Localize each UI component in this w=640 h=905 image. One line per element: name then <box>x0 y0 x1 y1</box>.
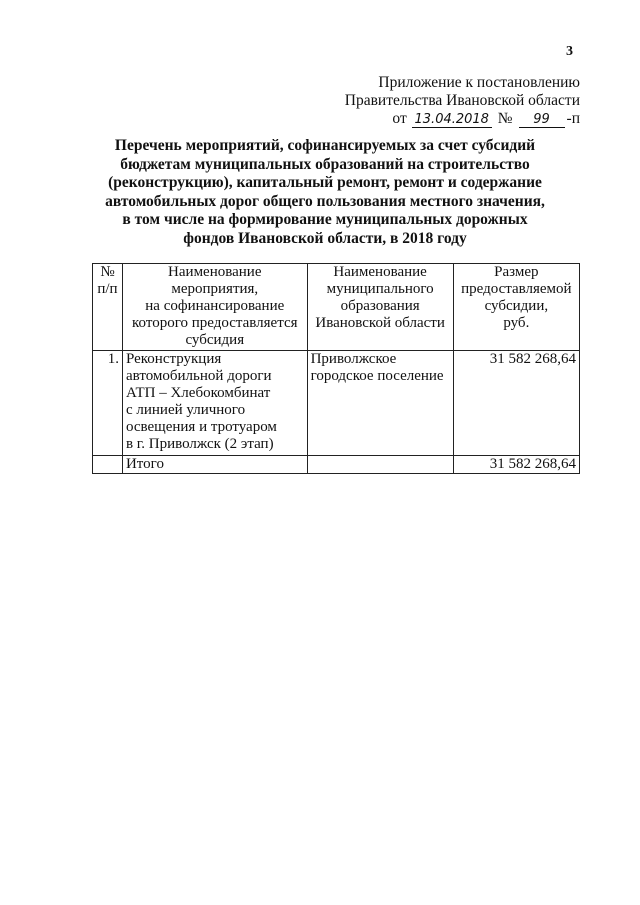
table-total-row <box>93 456 580 474</box>
title-line: бюджетам муниципальных образований на строительство <box>120 155 530 173</box>
cell-total-label: Итого <box>122 456 307 474</box>
subsidy-table <box>92 263 580 474</box>
appendix-reference <box>260 110 580 128</box>
page-number: 3 <box>566 44 573 59</box>
header-text: на софинансирование <box>145 298 285 314</box>
handwritten-date: 13.04.2018 <box>412 113 492 128</box>
table-header-row <box>93 264 580 351</box>
header-text: № <box>100 264 115 280</box>
title-line: Перечень мероприятий, софинансируемых за счет субсидий <box>114 137 536 154</box>
table-row <box>93 351 580 456</box>
appendix-block <box>260 74 580 128</box>
header-text: Размер <box>494 264 539 280</box>
header-text: субсидии, <box>484 298 549 314</box>
cell-num: 1. <box>93 351 123 456</box>
title-line: (реконструкцию), капитальный ремонт, ремонт и содержание <box>108 174 542 191</box>
document-title <box>100 137 550 248</box>
title-line: автомобильных дорог общего пользования местного значения, <box>105 192 545 210</box>
appendix-line-2: Правительства Ивановской области <box>344 92 580 109</box>
header-text: мероприятия, <box>171 281 259 297</box>
cell-total-empty <box>307 456 453 474</box>
header-text: Ивановской области <box>315 315 445 331</box>
header-text: образования <box>340 298 420 314</box>
header-text: муниципального <box>326 281 434 297</box>
header-num <box>93 264 123 351</box>
number-label: № <box>497 110 513 127</box>
title-line: в том числе на формирование муниципальных дорожных <box>122 211 528 228</box>
header-text: субсидия <box>185 332 245 348</box>
header-size <box>453 264 579 351</box>
header-event <box>122 264 307 351</box>
number-suffix: -п <box>566 110 580 127</box>
header-text: которого предоставляется <box>132 315 298 331</box>
cell-total-amount: 31 582 268,64 <box>453 456 579 474</box>
cell-municipality: Приволжское городское поселение <box>307 351 453 456</box>
header-text: п/п <box>97 281 118 297</box>
handwritten-number: 99 <box>519 113 565 128</box>
cell-amount: 31 582 268,64 <box>453 351 579 456</box>
from-label: от <box>392 110 407 127</box>
cell-event: Реконструкция автомобильной дороги АТП – Хлебокомбинат с линией уличного освещения и тротуаром в г. Приволжск (2 этап) <box>122 351 307 456</box>
appendix-line-1: Приложение к постановлению <box>378 74 580 91</box>
cell-total-empty <box>93 456 123 474</box>
header-text: Наименование <box>333 264 427 280</box>
header-text: предоставляемой <box>461 281 572 297</box>
header-text: Наименование <box>168 264 262 280</box>
header-municipality <box>307 264 453 351</box>
title-line: фондов Ивановской области, в 2018 году <box>183 229 467 247</box>
header-text: руб. <box>503 315 530 331</box>
